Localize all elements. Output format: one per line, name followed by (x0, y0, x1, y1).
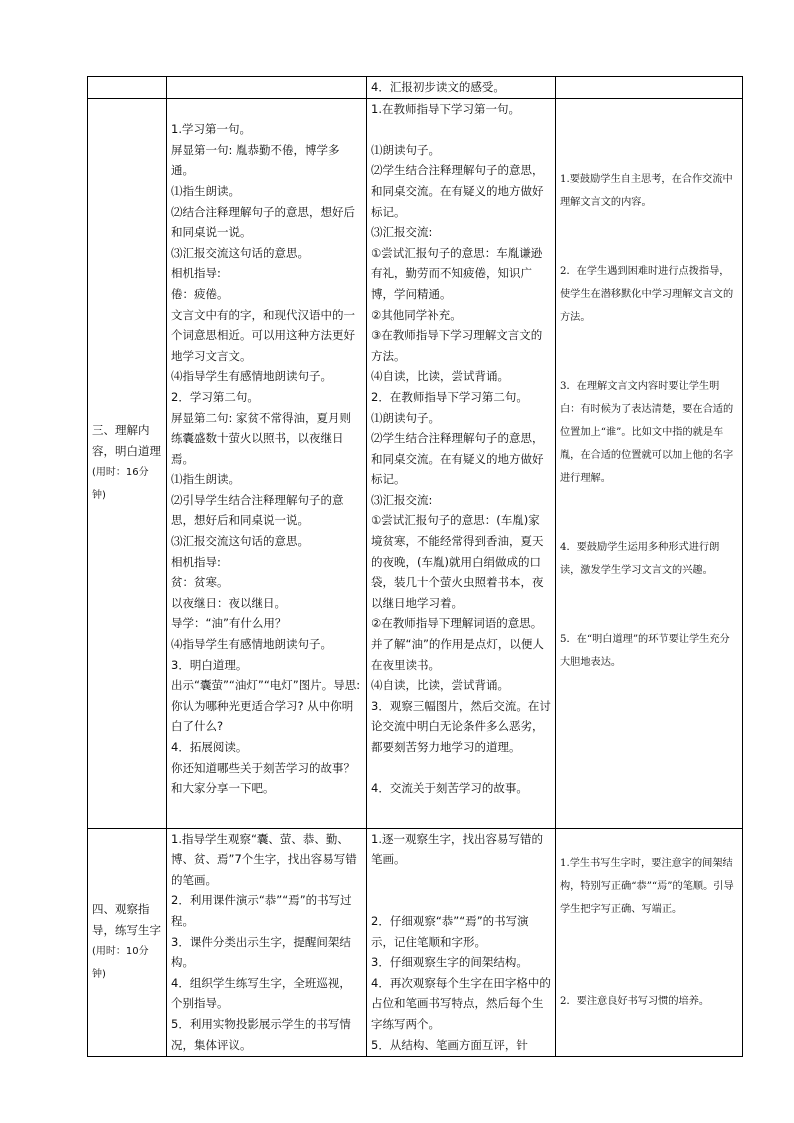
design-note-line: 4．要鼓励学生运用多种形式进行朗读，激发学生学习文言文的兴趣。 (560, 541, 720, 576)
stage-title: 四、观察指导，练写生字 (92, 901, 161, 937)
table-row (88, 98, 743, 828)
student-activity-line: ③在教师指导下学习理解文言文的方法。 (371, 328, 543, 363)
teacher-activity-line: 4．拓展阅读。 (171, 740, 248, 754)
teacher-activity-cell (167, 98, 367, 828)
teacher-activity-line: 3．课件分类出示生字，提醒间架结构。 (171, 934, 351, 970)
student-activity-line: 4．再次观察每个生字在田字格中的占位和笔画书写特点，然后每个生字练写两个。 (371, 975, 551, 1031)
student-activity-line: ⑵学生结合注释理解句子的意思，和同桌交流。在有疑义的地方做好标记。 (371, 163, 544, 219)
teacher-activity-line: 相机指导: (171, 554, 221, 569)
design-note-line: 1.学生书写生字时，要注意字的间架结构，特别写正确“恭”“焉”的笔顺。引导学生把字写正确、写端正。 (560, 857, 734, 915)
stage-title: 三、理解内容，明白道理 (92, 422, 161, 458)
teacher-activity-line: 屏显第二句: 家贫不常得油，夏月则练囊盛数十萤火以照书，以夜继日焉。 (171, 410, 352, 466)
teacher-activity-line: 你还知道哪些关于刻苦学习的故事？和大家分享一下吧。 (171, 760, 355, 796)
design-note-line: 2．要注意良好书写习惯的培养。 (560, 995, 710, 1007)
teacher-activity-line (171, 99, 362, 120)
student-activity-line (371, 890, 551, 911)
student-activity-line: ②其他同学补充。 (371, 307, 462, 322)
design-note-line (560, 214, 738, 237)
student-activity-line: 1.逐一观察生字，找出容易写错的笔画。 (371, 831, 543, 867)
student-activity-line: 3．仔细观察生字的间架结构。 (371, 955, 528, 970)
student-activity-line: ⑶汇报交流: (371, 492, 433, 507)
teacher-activity-line: 贫：贫寒。 (171, 575, 229, 590)
student-activity-line: 4．汇报初步读文的感受。 (371, 80, 505, 94)
teacher-activity-line: 导学：“油”有什么用？ (171, 616, 287, 631)
student-activity-line: ⑷自读，比读，尝试背诵。 (371, 678, 509, 693)
teacher-activity-line: ⑴指生朗读。 (171, 472, 240, 487)
teacher-activity-line: 屏显第一句: 胤恭勤不倦，博学多通。 (171, 142, 340, 178)
teacher-activity-line: 以夜继日：夜以继日。 (171, 595, 286, 610)
student-activity-line (371, 758, 551, 779)
design-note-line: 5．在“明白道理”的环节要让学生充分大胆地表达。 (560, 633, 730, 668)
design-note-line (560, 145, 738, 168)
student-activity-line: 5．从结构、笔画方面互评，针 (371, 1037, 528, 1052)
design-note-line (560, 237, 738, 260)
student-activity-line: 3．观察三幅图片，然后交流。在讨论交流中明白无论条件多么恶劣，都要刻苦努力地学习的道理。 (371, 698, 551, 754)
stage-cell (88, 828, 167, 1056)
design-note-line (560, 605, 738, 628)
teacher-activity-cell (167, 828, 367, 1056)
stage-duration: (用时：10分钟) (92, 946, 149, 980)
student-activity-line: ⑴朗读句子。 (371, 142, 440, 157)
teacher-activity-line: 出示“囊萤”“油灯”“电灯”图片。导思: 你认为哪种光更适合学习? 从中你明白了什么? (171, 678, 364, 734)
lesson-plan-table (87, 76, 743, 1057)
design-note-line (560, 944, 738, 967)
student-activity-line (371, 870, 551, 891)
design-note-line (560, 582, 738, 605)
design-note-line: 2．在学生遇到困难时进行点拨指导，使学生在潜移默化中学习理解文言文的方法。 (560, 265, 734, 323)
design-note-line (560, 122, 738, 145)
student-activity-line: ⑶汇报交流: (371, 225, 433, 240)
design-note-cell (556, 98, 743, 828)
student-activity-line (371, 119, 551, 140)
student-activity-line: ②在教师指导下理解词语的意思。并了解“油”的作用是点灯，以便人在夜里读书。 (371, 616, 544, 672)
student-activity-line: ①尝试汇报句子的意思：(车胤)家境贫寒，不能经常得到香油，夏天的夜晚，(车胤)就用白绢做成的口袋，装几十个萤火虫照着书本，夜以继日地学习着。 (371, 513, 544, 610)
student-activity-line: 2．仔细观察“恭”“焉”的书写演示，记住笔顺和字形。 (371, 913, 529, 949)
teacher-activity-line: 3．明白道理。 (171, 657, 248, 672)
design-note-line (560, 829, 738, 852)
design-note-line: 1.要鼓励学生自主思考，在合作交流中理解文言文的内容。 (560, 173, 733, 208)
teacher-activity-line: 2．学习第二句。 (171, 389, 259, 404)
teacher-activity-line: ⑵引导学生结合注释理解句子的意思，想好后和同桌说一说。 (171, 492, 344, 528)
design-note-line (560, 513, 738, 536)
student-activity-cell (367, 77, 556, 99)
student-activity-line: 1.在教师指导下学习第一句。 (371, 101, 520, 116)
student-activity-line: ⑴朗读句子。 (371, 410, 440, 425)
design-note-cell-empty (556, 77, 743, 99)
student-activity-line: 4．交流关于刻苦学习的故事。 (371, 781, 528, 796)
teacher-activity-line: 1.指导学生观察“囊、萤、恭、勤、博、贫、焉”7个生字，找出容易写错的笔画。 (171, 831, 357, 887)
teacher-activity-line: 1.学习第一句。 (171, 122, 251, 137)
teacher-activity-line: 文言文中有的字，和现代汉语中的一个词意思相近。可以用这种方法更好地学习文言文。 (171, 307, 355, 363)
teacher-cell-empty (167, 77, 367, 99)
teacher-activity-line: ⑶汇报交流这句话的意思。 (171, 534, 309, 549)
design-note-line (560, 921, 738, 944)
teacher-activity-line: ⑴指生朗读。 (171, 183, 240, 198)
design-note-line: 3．在理解文言文内容时要让学生明白：有时候为了表达清楚，要在合适的位置加上“谁”。比如文中指的就是车胤，在合适的位置就可以加上他的名字进行理解。 (560, 380, 734, 484)
design-note-line (560, 490, 738, 513)
student-activity-cell (367, 98, 556, 828)
teacher-activity-line: 2．利用课件演示“恭”“焉”的书写过程。 (171, 893, 352, 928)
stage-cell (88, 98, 167, 828)
student-activity-line: 2．在教师指导下学习第二句。 (371, 389, 528, 404)
design-note-line (560, 329, 738, 352)
teacher-activity-line: 5．利用实物投影展示学生的书写情况，集体评议。 (171, 1016, 351, 1052)
design-note-cell (556, 828, 743, 1056)
design-note-line (560, 967, 738, 990)
teacher-activity-line: ⑷指导学生有感情地朗读句子。 (171, 369, 332, 384)
table-row (88, 828, 743, 1056)
teacher-activity-line: ⑶汇报交流这句话的意思。 (171, 245, 309, 260)
teacher-activity-line: 倦：疲倦。 (171, 286, 229, 301)
student-activity-cell (367, 828, 556, 1056)
teacher-activity-line: ⑷指导学生有感情地朗读句子。 (171, 637, 332, 652)
table-row (88, 77, 743, 99)
stage-duration: (用时：16分钟) (92, 467, 149, 501)
teacher-activity-line: 相机指导: (171, 266, 221, 281)
design-note-line (560, 99, 738, 122)
stage-cell-empty (88, 77, 167, 99)
teacher-activity-line: ⑵结合注释理解句子的意思，想好后和同桌说一说。 (171, 204, 355, 240)
design-note-line (560, 352, 738, 375)
student-activity-line: ①尝试汇报句子的意思：车胤谦逊有礼，勤劳而不知疲倦，知识广博，学问精通。 (371, 245, 543, 301)
student-activity-line: ⑵学生结合注释理解句子的意思，和同桌交流。在有疑义的地方做好标记。 (371, 431, 544, 487)
teacher-activity-line: 4．组织学生练写生字，全班巡视，个别指导。 (171, 975, 351, 1011)
student-activity-line: ⑷自读，比读，尝试背诵。 (371, 369, 509, 384)
